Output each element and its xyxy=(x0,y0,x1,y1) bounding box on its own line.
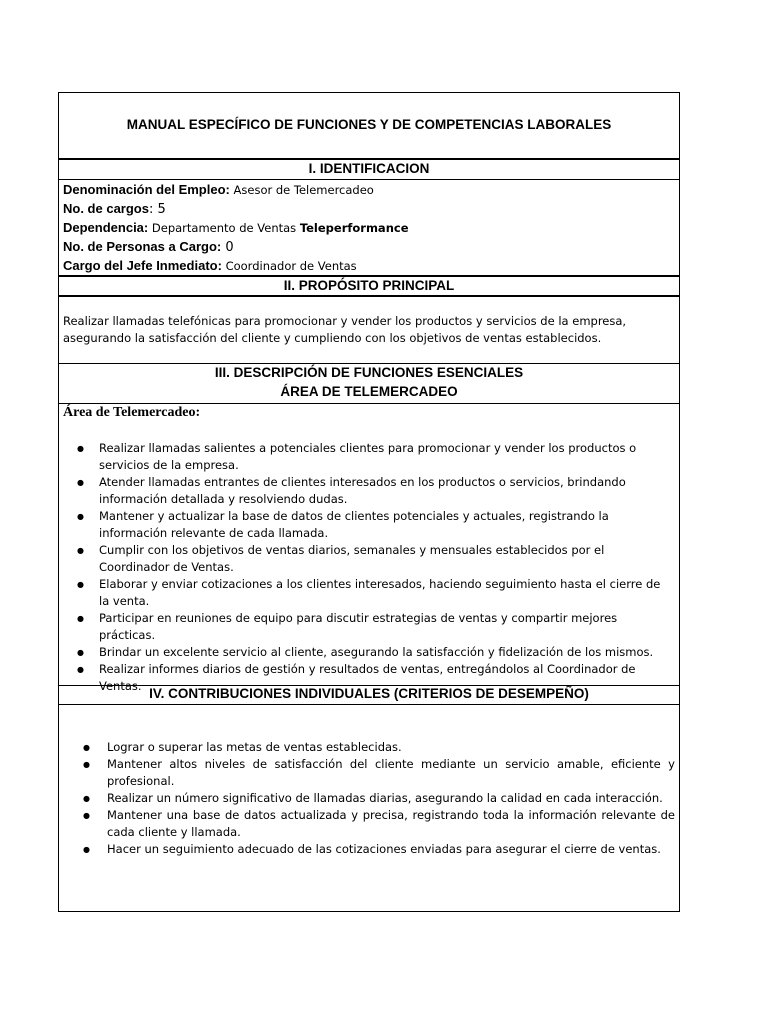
funciones-list xyxy=(59,440,679,695)
area-title: Área de Telemercadeo: xyxy=(63,405,201,420)
field-label: No. de Personas a Cargo: xyxy=(63,239,222,254)
identificacion-header: I. IDENTIFICACION xyxy=(308,161,430,176)
field-jefe-inmediato xyxy=(63,257,357,275)
list-item: ● Brindar un excelente servicio al cliente, asegurando la satisfacción y fidelización de los mismos. xyxy=(59,644,679,661)
funciones-header-line1: III. DESCRIPCIÓN DE FUNCIONES ESENCIALES xyxy=(214,365,524,380)
list-item: ● Mantener y actualizar la base de datos de clientes potenciales y actuales, registrando la información relevante de cada llamada. xyxy=(59,508,679,542)
identificacion-fields-section xyxy=(59,180,679,277)
funciones-header-section xyxy=(59,364,679,404)
field-no-cargos xyxy=(63,200,166,218)
field-value: Asesor de Telemercadeo xyxy=(229,183,374,197)
list-item: ● Hacer un seguimiento adecuado de las cotizaciones enviadas para asegurar el cierre de ventas. xyxy=(59,841,679,858)
field-value: Coordinador de Ventas xyxy=(221,259,357,273)
list-item: ● Participar en reuniones de equipo para discutir estrategias de ventas y compartir mejores prácticas. xyxy=(59,610,679,644)
contribuciones-header: IV. CONTRIBUCIONES INDIVIDUALES (CRITERIOS DE DESEMPEÑO) xyxy=(149,686,589,701)
list-item: ● Cumplir con los objetivos de ventas diarios, semanales y mensuales establecidos por el Coordinador de Ventas. xyxy=(59,542,679,576)
field-personas-cargo xyxy=(63,238,234,256)
field-dependencia xyxy=(63,219,409,237)
contribuciones-header-section xyxy=(59,686,679,705)
list-item: ● Atender llamadas entrantes de clientes interesados en los productos o servicios, brindando información detallada y resolviendo dudas. xyxy=(59,474,679,508)
list-item: ● Mantener una base de datos actualizada y precisa, registrando toda la información relevante de cada cliente y llamada. xyxy=(59,807,679,841)
proposito-body-section xyxy=(59,297,679,364)
contribuciones-list xyxy=(59,739,679,858)
proposito-header-section xyxy=(59,277,679,297)
contribuciones-body-section xyxy=(59,705,679,911)
proposito-header: II. PROPÓSITO PRINCIPAL xyxy=(283,278,455,293)
list-item: ● Realizar un número significativo de llamadas diarias, asegurando la calidad en cada interacción. xyxy=(59,790,679,807)
proposito-text: Realizar llamadas telefónicas para promocionar y vender los productos y servicios de la empresa, asegurando la satisfacción del cliente y cumpliendo con los objetivos de ventas establecidos. xyxy=(63,314,627,345)
field-label: No. de cargos xyxy=(63,201,149,216)
list-item: ● Mantener altos niveles de satisfacción del cliente mediante un servicio amable, eficiente y profesional. xyxy=(59,756,679,790)
field-label: Dependencia: xyxy=(63,220,149,235)
funciones-body-section xyxy=(59,404,679,693)
list-item: ● Realizar llamadas salientes a potenciales clientes para promocionar y vender los productos o servicios de la empresa. xyxy=(59,440,679,474)
document-form xyxy=(58,92,680,912)
document-title: MANUAL ESPECÍFICO DE FUNCIONES Y DE COMPETENCIAS LABORALES xyxy=(126,117,612,132)
field-value: 0 xyxy=(221,240,234,255)
title-section xyxy=(59,93,679,160)
field-label: Denominación del Empleo: xyxy=(63,182,230,197)
field-denominacion xyxy=(63,181,374,199)
funciones-header-line2: ÁREA DE TELEMERCADEO xyxy=(280,384,458,399)
field-value: Departamento de Ventas xyxy=(148,221,300,235)
field-value-bold: Teleperformance xyxy=(299,221,409,235)
list-item: ● Elaborar y enviar cotizaciones a los clientes interesados, haciendo seguimiento hasta el cierre de la venta. xyxy=(59,576,679,610)
list-item: ● Lograr o superar las metas de ventas establecidas. xyxy=(59,739,679,756)
field-label: Cargo del Jefe Inmediato: xyxy=(63,258,222,273)
identificacion-header-section xyxy=(59,160,679,180)
field-value: : 5 xyxy=(148,202,166,217)
list-item: ● Realizar informes diarios de gestión y resultados de ventas, entregándolos al Coordinador de Ventas. xyxy=(59,661,679,695)
